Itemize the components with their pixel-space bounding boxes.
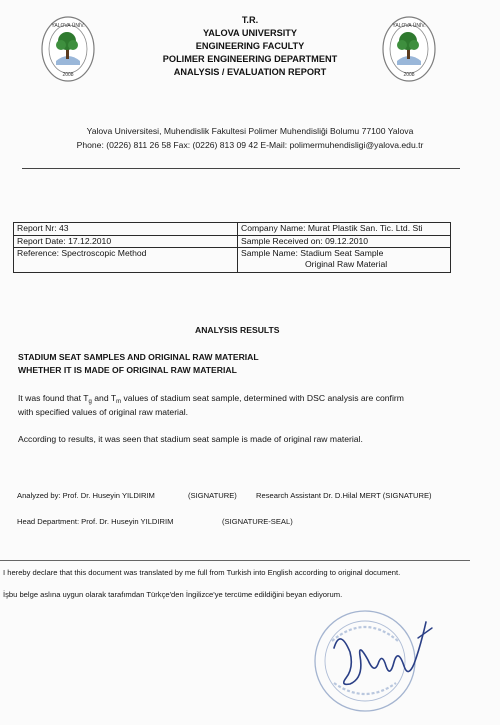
- header-faculty: ENGINEERING FACULTY: [195, 41, 305, 51]
- report-number: Report Nr: 43: [14, 223, 238, 236]
- p1-part-b: and T: [91, 393, 117, 403]
- header-department: POLIMER ENGINEERING DEPARTMENT: [162, 54, 338, 64]
- results-subtitle-2: WHETHER IT IS MADE OF ORIGINAL RAW MATERIAL: [18, 365, 237, 375]
- contact-line: Phone: (0226) 811 26 58 Fax: (0226) 813 09 42 E-Mail: polimermuhendisligi@yalova.edu.tr: [76, 140, 424, 150]
- svg-text:2008: 2008: [62, 72, 74, 78]
- report-info-table: [13, 222, 451, 273]
- results-paragraph-1: [18, 393, 404, 403]
- svg-text:YALOVA ÜNİV.: YALOVA ÜNİV.: [51, 23, 85, 29]
- results-title: ANALYSIS RESULTS: [195, 325, 280, 335]
- p1-part-a: It was found that T: [18, 393, 89, 403]
- reference-method: Reference: Spectroscopic Method: [14, 248, 238, 273]
- declaration-divider: [0, 560, 470, 561]
- header-report-type: ANALYSIS / EVALUATION REPORT: [173, 67, 327, 77]
- sample-name-second-line: Original Raw Material: [305, 259, 388, 269]
- header-divider: [22, 168, 460, 169]
- analyzed-by: Analyzed by: Prof. Dr. Huseyin YILDIRIM: [17, 491, 155, 500]
- report-date: Report Date: 17.12.2010: [14, 235, 238, 248]
- university-logo-right: [381, 13, 437, 83]
- p1-part-c: values of stadium seat sample, determined with DSC analysis are confirm: [121, 393, 404, 403]
- tg-subscript: g: [88, 399, 92, 405]
- head-of-department: Head Department: Prof. Dr. Huseyin YILDIRIM: [17, 517, 174, 526]
- svg-text:YALOVA ÜNİV.: YALOVA ÜNİV.: [392, 23, 426, 29]
- svg-text:2008: 2008: [403, 72, 415, 78]
- results-subtitle-1: STADIUM SEAT SAMPLES AND ORIGINAL RAW MATERIAL: [18, 352, 259, 362]
- head-signature-seal: (SIGNATURE-SEAL): [222, 517, 293, 526]
- declaration-english: I hereby declare that this document was translated by me full from Turkish into English according to original document.: [3, 568, 401, 577]
- address-line: Yalova Universitesi, Muhendislik Fakultesi Polimer Muhendisliği Bolumu 77100 Yalova: [86, 126, 414, 136]
- sample-received: Sample Received on: 09.12.2010: [238, 235, 451, 248]
- translator-signature: [320, 608, 440, 698]
- research-assistant: Research Assistant Dr. D.Hilal MERT (SIGNATURE): [256, 491, 432, 500]
- results-paragraph-1-line-2: with specified values of original raw material.: [18, 407, 189, 417]
- sample-name-cell: [238, 248, 451, 273]
- header-university: YALOVA UNIVERSITY: [202, 28, 298, 38]
- declaration-turkish: İşbu belge aslına uygun olarak tarafımdan Türkçe'den İngilizce'ye tercüme edildiğini beyan ediyorum.: [3, 590, 343, 599]
- company-name: Company Name: Murat Plastik San. Tic. Ltd. Sti: [238, 223, 451, 236]
- header-country: T.R.: [241, 15, 259, 25]
- university-logo-left: [40, 13, 96, 83]
- tm-subscript: m: [116, 399, 122, 405]
- sample-name: Sample Name: Stadium Seat Sample: [241, 248, 384, 258]
- analyzed-by-signature: (SIGNATURE): [188, 491, 237, 500]
- results-paragraph-2: According to results, it was seen that stadium seat sample is made of original raw material.: [18, 434, 363, 444]
